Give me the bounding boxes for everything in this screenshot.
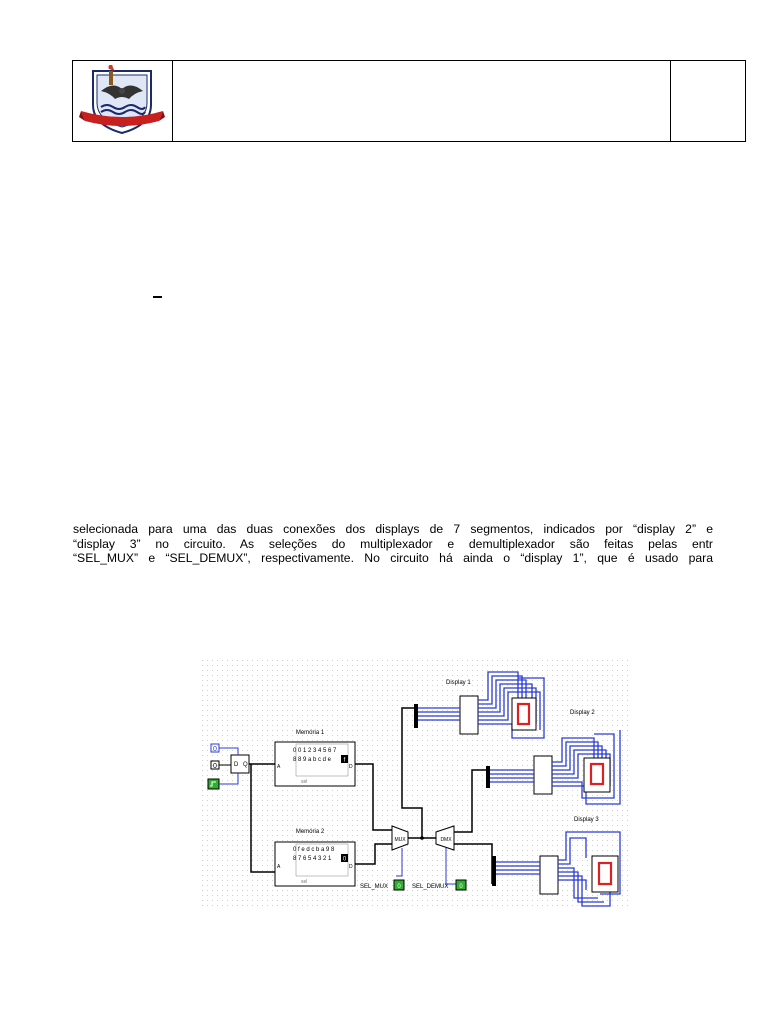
- header-logo-cell: [73, 61, 173, 141]
- input-mid-value: 0: [213, 763, 217, 770]
- memory1-title: Memória 1: [295, 730, 325, 736]
- display2-label: Display 2: [570, 710, 595, 716]
- memory1-row1-addr: 8: [293, 757, 297, 763]
- circuit-diagram: [200, 658, 632, 910]
- paragraph-line-1: selecionada para uma das duas conexões dos displays de 7 segmentos, indicados por “display 2” e: [73, 522, 713, 536]
- memory1-row0-addr: 0: [293, 748, 297, 754]
- clock-pin[interactable]: [208, 779, 219, 789]
- sel-demux-value: 0: [459, 884, 463, 890]
- flip-flop-q: Q: [243, 762, 248, 768]
- display2-decoder: [534, 756, 552, 794]
- display1-label: Display 1: [446, 680, 471, 686]
- header-table: [72, 60, 746, 142]
- paragraph-line-3: “SEL_MUX” e “SEL_DEMUX”, respectivamente. No circuito há ainda o “display 1”, que é usado para: [73, 551, 713, 565]
- display3-decoder: [540, 856, 558, 894]
- memory2-row0-addr: 0: [293, 847, 297, 853]
- sel-mux-value: 0: [397, 884, 401, 890]
- memory1-sel: sel: [301, 779, 308, 785]
- body-paragraph: [73, 522, 713, 566]
- sel-demux-label: SEL_DEMUX: [412, 884, 449, 890]
- memory1-row1-data: 8 9 a b c d e: [298, 757, 332, 763]
- memory1-port-a: A: [277, 764, 281, 770]
- memory1-port-d: D: [349, 764, 353, 770]
- memory2-port-d: D: [349, 864, 353, 870]
- paragraph-line-2: “display 3” no circuito. As seleções do multiplexador e demultiplexador são feitas pelas entr: [73, 536, 713, 551]
- memory2-port-a: A: [277, 864, 281, 870]
- header-title-cell: [172, 61, 671, 141]
- university-logo: [79, 65, 165, 137]
- display1-decoder: [460, 696, 478, 734]
- demux-label: DMX: [440, 837, 452, 843]
- display3-label: Display 3: [574, 817, 599, 823]
- memory2-row1-last: 0: [342, 856, 347, 863]
- dash-mark: [153, 296, 162, 298]
- memory1-row0-data: 0 1 2 3 4 5 6 7: [298, 748, 337, 754]
- memory2-row1-addr: 8: [293, 856, 297, 862]
- display3-seven-seg: [592, 856, 618, 892]
- flip-flop-d: D: [234, 762, 239, 768]
- mux-label: MUX: [394, 837, 406, 843]
- memory1-row1-last: f: [343, 757, 346, 764]
- sel-mux-label: SEL_MUX: [360, 884, 389, 890]
- memory2-sel: sel: [301, 879, 308, 885]
- display1-seven-seg: [512, 698, 536, 730]
- memory2-row0-data: f e d c b a 9 8: [298, 847, 335, 853]
- header-right-cell: [670, 61, 745, 141]
- memory2-row1-data: 7 6 5 4 3 2 1: [298, 856, 332, 862]
- memory2-title: Memória 2: [295, 829, 325, 835]
- input-top-value: 0: [213, 746, 217, 753]
